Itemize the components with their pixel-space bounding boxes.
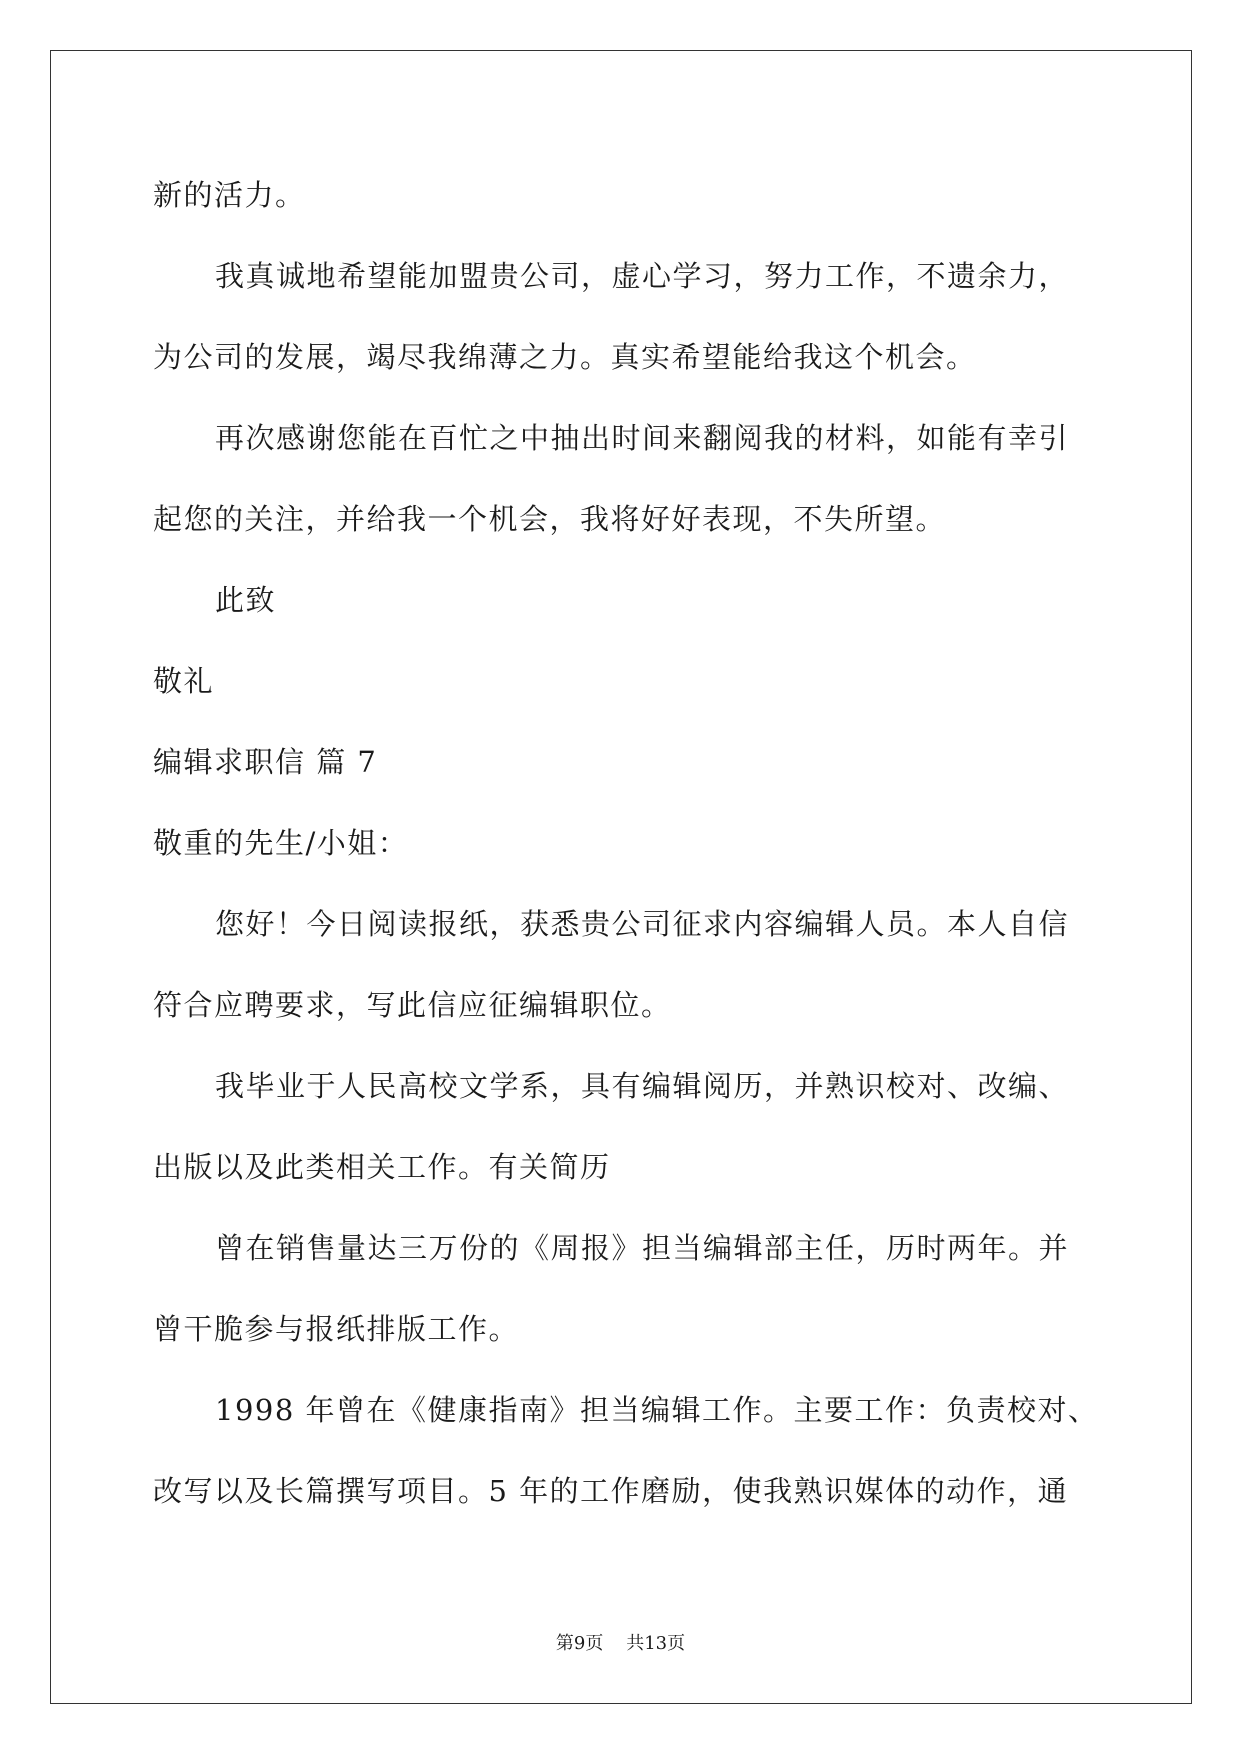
greeting: 敬重的先生/小姐： — [153, 826, 409, 860]
page-label-prefix: 第 — [555, 1633, 574, 1654]
page-label-suffix: 页 — [585, 1633, 604, 1654]
text-line: 出版以及此类相关工作。有关简历 — [153, 1150, 611, 1184]
text-line: 曾干脆参与报纸排版工作。 — [153, 1312, 520, 1346]
text-line: 曾在销售量达三万份的《周报》担当编辑部主任，历时两年。并 — [215, 1231, 1070, 1265]
text-line: 您好！今日阅读报纸，获悉贵公司征求内容编辑人员。本人自信 — [215, 907, 1070, 941]
text-line: 再次感谢您能在百忙之中抽出时间来翻阅我的材料，如能有幸引 — [215, 421, 1070, 455]
document-body — [153, 155, 1103, 1532]
page-footer — [0, 1629, 1241, 1655]
total-pages: 13 — [644, 1633, 668, 1654]
total-label-prefix: 共 — [626, 1633, 645, 1654]
page-number: 9 — [573, 1633, 586, 1654]
total-label-suffix: 页 — [667, 1633, 686, 1654]
text-line: 新的活力。 — [153, 178, 306, 212]
closing-salutation: 此致 — [215, 583, 277, 617]
closing-regards: 敬礼 — [153, 664, 215, 698]
text-line: 为公司的发展，竭尽我绵薄之力。真实希望能给我这个机会。 — [153, 340, 977, 374]
text-line: 1998 年曾在《健康指南》担当编辑工作。主要工作：负责校对、 — [215, 1393, 1099, 1427]
text-line: 改写以及长篇撰写项目。5 年的工作磨励，使我熟识媒体的动作，通 — [153, 1474, 1069, 1508]
text-line: 我真诚地希望能加盟贵公司，虚心学习，努力工作，不遗余力， — [215, 259, 1070, 293]
text-line: 符合应聘要求，写此信应征编辑职位。 — [153, 988, 672, 1022]
section-heading: 编辑求职信 篇 7 — [153, 745, 378, 779]
text-line: 起您的关注，并给我一个机会，我将好好表现，不失所望。 — [153, 502, 947, 536]
text-line: 我毕业于人民高校文学系，具有编辑阅历，并熟识校对、改编、 — [215, 1069, 1070, 1103]
